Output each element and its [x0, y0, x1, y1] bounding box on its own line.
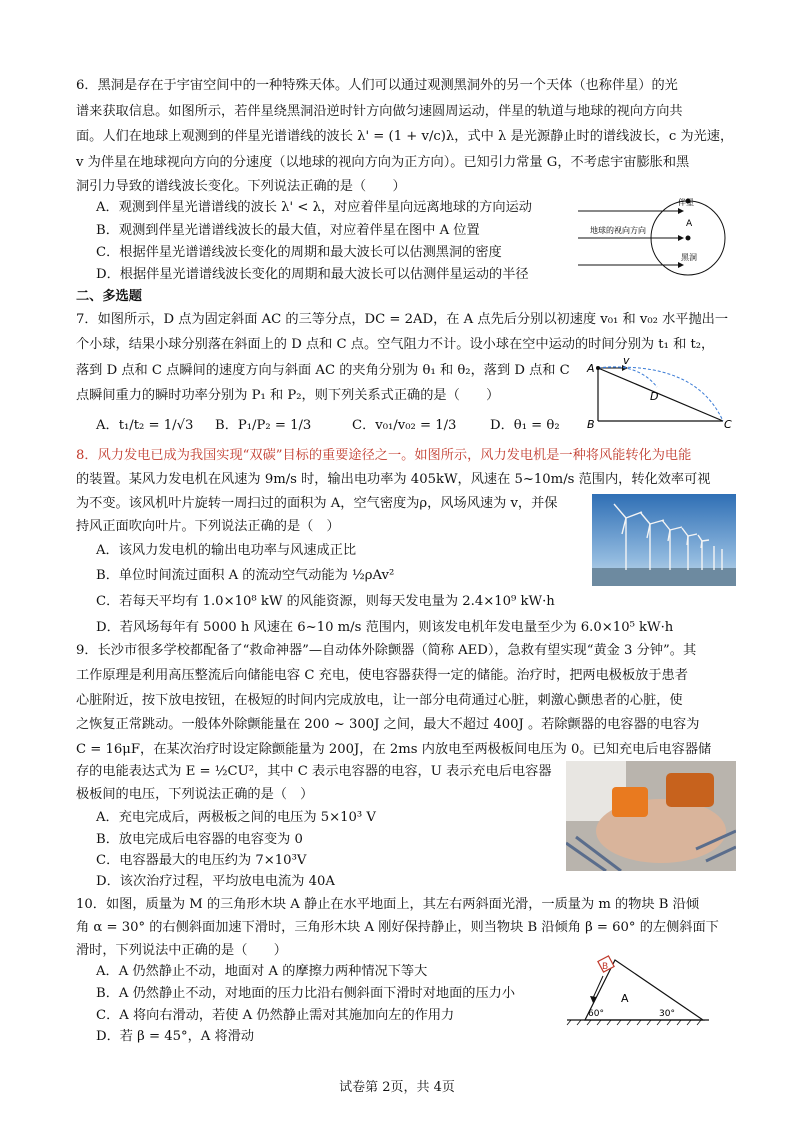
- q9-aed-photo: [566, 761, 736, 871]
- page-footer: 试卷第 2页，共 4页: [339, 1080, 455, 1095]
- q8-option-c: C．若每天平均有 1.0×10⁸ kW 的风能资源，则每天发电量为 2.4×10⁹ kW·h: [96, 594, 555, 609]
- sea: [592, 568, 736, 586]
- q8-line: 8．风力发电已成为我国实现“双碳”目标的重要途径之一。如图所示，风力发电机是一种将风能转化为电能: [76, 448, 692, 463]
- q10-line: 10．如图，质量为 M 的三角形木块 A 静止在水平地面上，其左右两斜面光滑，一质量为 m 的物块 B 沿倾: [76, 897, 700, 912]
- black-hole-label: 黑洞: [681, 253, 697, 262]
- q7-option-d: D．θ₁ = θ₂: [490, 418, 560, 433]
- q7-line: 点瞬间重力的瞬时功率分别为 P₁ 和 P₂，则下列关系式正确的是（ ）: [76, 388, 500, 403]
- q8-line: 为不变。该风机叶片旋转一周扫过的面积为 A，空气密度为ρ，风场风速为 v，并保: [76, 496, 558, 511]
- q6-option-b: B．观测到伴星光谱谱线波长的最大值，对应着伴星在图中 A 位置: [96, 223, 480, 238]
- q10-figure-triangle-block: [563, 952, 713, 1027]
- q6-line: 6．黑洞是存在于宇宙空间中的一种特殊天体。人们可以通过观测黑洞外的另一个天体（也称伴星）的光: [76, 78, 678, 93]
- q7-figure-incline: [585, 356, 735, 434]
- q6-option-c: C．根据伴星光谱谱线波长变化的周期和最大波长可以估测黑洞的密度: [96, 245, 502, 260]
- left-angle-label: 60°: [588, 1009, 604, 1019]
- block-b-label: B: [602, 962, 609, 972]
- sight-direction-label: 地球的视向方向: [590, 226, 646, 235]
- aed-device: [666, 773, 714, 807]
- q7-line: 7．如图所示，D 点为固定斜面 AC 的三等分点，DC = 2AD，在 A 点先后分别以初速度 v₀₁ 和 v₀₂ 水平抛出一: [76, 312, 729, 327]
- q9-option-a: A．充电完成后，两极板之间的电压为 5×10³ V: [96, 810, 376, 825]
- q8-line: 持风正面吹向叶片。下列说法正确的是（ ）: [76, 519, 340, 534]
- arrow-icon: [678, 235, 684, 241]
- q6-figure-blackhole-orbit: [570, 193, 750, 285]
- section-heading-multiple-choice: 二、多选题: [76, 289, 142, 304]
- q6-line: 面。人们在地球上观测到的伴星光谱谱线的波长 λ' = (1 + v/c)λ，式中 λ 是光源静止时的谱线波长，c 为光速，: [76, 129, 734, 144]
- q10-option-b: B．A 仍然静止不动，对地面的压力比沿右侧斜面下滑时对地面的压力小: [96, 986, 516, 1001]
- q6-line: 谱来获取信息。如图所示，若伴星绕黑洞沿逆时针方向做匀速圆周运动，伴星的轨道与地球的视向方向共: [76, 104, 683, 119]
- ground-hatching: [567, 1020, 701, 1025]
- q8-option-a: A．该风力发电机的输出电功率与风速成正比: [96, 543, 357, 558]
- q6-line: 洞引力导致的谱线波长变化。下列说法正确的是（ ）: [76, 179, 406, 194]
- point-a-label: A: [686, 219, 693, 229]
- q7-line: 落到 D 点和 C 点瞬间的速度方向与斜面 AC 的夹角分别为 θ₁ 和 θ₂，落到 D 点和 C: [76, 363, 570, 378]
- q10-line: 滑时，下列说法中正确的是（ ）: [76, 943, 287, 958]
- q10-option-d: D．若 β = 45°，A 将滑动: [96, 1029, 255, 1044]
- q9-line: 工作原理是利用高压整流后向储能电容 C 充电，使电容器获得一定的储能。治疗时，把两电极板放于患者: [76, 668, 688, 683]
- q9-line: 心脏附近，按下放电按钮，在极短的时间内完成放电，让一部分电荷通过心脏，刺激心颤患者的心脏，使: [76, 693, 683, 708]
- q10-option-c: C．A 将向右滑动，若使 A 仍然静止需对其施加向左的作用力: [96, 1008, 455, 1023]
- velocity-label: v: [623, 356, 630, 367]
- q9-line: C = 16μF，在某次治疗时设定除颤能量为 200J，在 2ms 内放电至两极板间电压为 0。已知充电后电容器储: [76, 742, 712, 757]
- q7-option-a: A．t₁/t₂ = 1/√3: [96, 418, 194, 433]
- q6-line: v 为伴星在地球视向方向的分速度（以地球的视向方向为正方向）。已知引力常量 G，不考虑宇宙膨胀和黑: [76, 155, 690, 170]
- point-d-label: D: [650, 390, 659, 403]
- block-a-label: A: [621, 992, 629, 1005]
- q10-option-a: A．A 仍然静止不动，地面对 A 的摩擦力两种情况下等大: [96, 964, 428, 979]
- q8-line: 的装置。某风力发电机在风速为 9m/s 时，输出电功率为 405kW，风速在 5~10m/s 范围内，转化效率可视: [76, 472, 711, 487]
- q8-option-b: B．单位时间流过面积 A 的流动空气动能为 ½ρAv²: [96, 568, 395, 583]
- q8-wind-farm-photo: [592, 494, 736, 586]
- trajectory-to-d: [598, 367, 657, 387]
- companion-star-label: 伴星: [678, 198, 694, 207]
- black-hole-dot: [686, 236, 691, 241]
- q6-option-a: A．观测到伴星光谱谱线的波长 λ' < λ，对应着伴星向远离地球的方向运动: [96, 200, 532, 215]
- q9-line: 之恢复正常跳动。一般体外除颤能量在 200 ~ 300J 之间，最大不超过 400J 。若除颤器的电容器的电容为: [76, 717, 700, 732]
- point-b-label: B: [587, 418, 595, 431]
- arrow-icon: [678, 262, 684, 268]
- q9-option-d: D．该次治疗过程，平均放电电流为 40A: [96, 874, 335, 889]
- right-angle-label: 30°: [659, 1009, 675, 1019]
- ball-dot: [596, 366, 600, 370]
- q9-line: 存的电能表达式为 E = ½CU²，其中 C 表示电容器的电容，U 表示充电后电容器: [76, 764, 552, 779]
- q9-line: 极板间的电压，下列说法正确的是（ ）: [76, 787, 314, 802]
- arrow-icon: [678, 208, 684, 214]
- q7-line: 个小球，结果小球分别落在斜面上的 D 点和 C 点。空气阻力不计。设小球在空中运动的时间分别为 t₁ 和 t₂，: [76, 337, 715, 352]
- point-c-label: C: [724, 418, 732, 431]
- q9-option-b: B．放电完成后电容器的电容变为 0: [96, 832, 303, 847]
- q7-option-c: C．v₀₁/v₀₂ = 1/3: [352, 418, 457, 433]
- q8-option-d: D．若风场每年有 5000 h 风速在 6~10 m/s 范围内，则该发电机年发电量至少为 6.0×10⁵ kW·h: [96, 620, 674, 635]
- q6-option-d: D．根据伴星光谱谱线波长变化的周期和最大波长可以估测伴星运动的半径: [96, 267, 529, 282]
- aed-pad: [612, 787, 648, 817]
- arrow-icon: [590, 996, 597, 1003]
- q10-line: 角 α = 30° 的右侧斜面加速下滑时，三角形木块 A 刚好保持静止，则当物块 B 沿倾角 β = 60° 的左侧斜面下: [76, 920, 719, 935]
- q9-option-c: C．电容器最大的电压约为 7×10³V: [96, 853, 307, 868]
- q9-line: 9．长沙市很多学校都配备了“救命神器”—自动体外除颤器（简称 AED），急救有望实现“黄金 3 分钟”。其: [76, 643, 697, 658]
- q7-option-b: B．P₁/P₂ = 1/3: [215, 418, 312, 433]
- point-a-label: A: [587, 362, 595, 375]
